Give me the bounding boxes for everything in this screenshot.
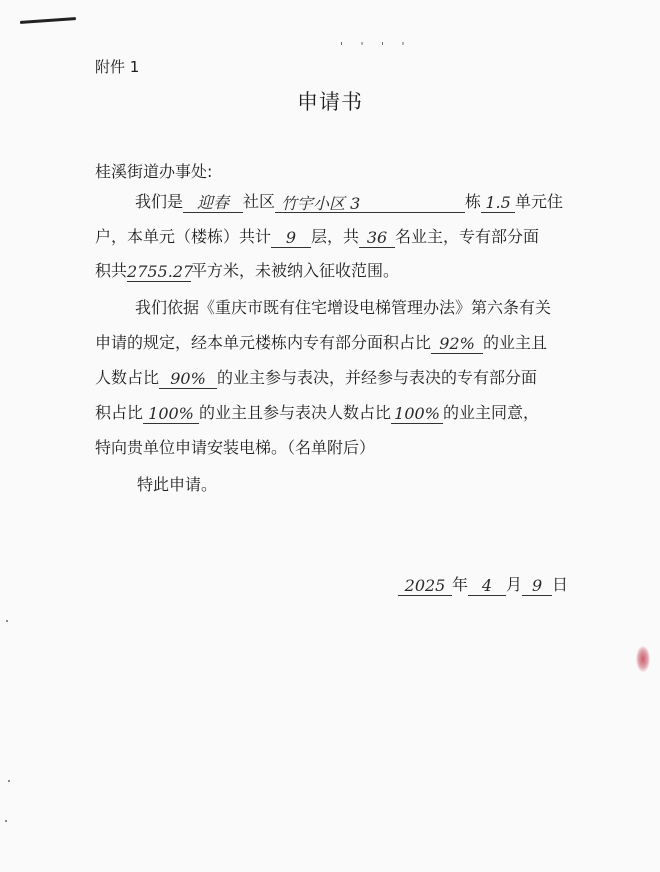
text: 的业主参与表决，并经参与表决的专有部分面 [217,368,538,387]
complex-field: 竹宇小区 3 [275,193,465,213]
red-ink-stain [636,646,650,672]
month-field: 4 [468,575,506,596]
para1-line1 [135,191,563,213]
addressee: 桂溪街道办事处: [95,162,213,181]
area-ratio-field: 92% [431,333,483,354]
day-field: 9 [522,575,552,596]
scan-speck [8,780,10,782]
scan-speck [6,620,8,622]
para2-line1: 我们依据《重庆市既有住宅增设电梯管理办法》第六条有关 [135,298,552,317]
text: 的业主且 [483,333,548,352]
unit-field: 1.5 [481,192,515,213]
community-field: 迎春 [183,192,243,213]
attachment-label: 附件 1 [95,58,140,76]
scan-mark [20,17,76,24]
text: 的业主且参与表决人数占比 [199,403,392,422]
year-field: 2025 [398,575,452,596]
text: 申请的规定，经本单元楼栋内专有部分面积占比 [95,333,432,352]
para2-line4 [95,402,539,424]
floors-field: 9 [271,227,311,248]
document-title: 申请书 [297,90,363,114]
month-label: 月 [506,575,523,594]
text: 栋 [465,192,482,211]
owners-field: 36 [359,227,395,248]
para2-line5: 特向贵单位申请安装电梯。（名单附后） [95,438,376,457]
para1-line3 [95,260,399,282]
vote-area-ratio-field: 100% [143,403,199,424]
text: 积占比 [95,403,144,422]
scan-dots: ' ' ' ' [340,40,412,53]
area-field: 2755.27 [127,262,194,281]
text: 我们是 [135,192,184,211]
text: 名业主，专有部分面 [395,227,540,246]
para1-line2 [95,226,539,248]
text: 的业主同意， [443,403,540,422]
text: 社区 [243,192,276,211]
date-line [398,574,568,596]
people-ratio-field: 90% [159,368,217,389]
vote-people-ratio-field: 100% [391,403,443,424]
scan-speck [5,820,7,822]
text: 积共 [95,261,128,280]
day-label: 日 [552,575,569,594]
year-label: 年 [452,575,469,594]
closing: 特此申请。 [137,475,218,494]
para2-line2 [95,332,547,354]
text: 层，共 [311,227,360,246]
text: 平方米，未被纳入征收范围。 [191,261,400,280]
para2-line3 [95,367,537,389]
text: 户，本单元（楼栋）共计 [95,227,272,246]
text: 单元住 [515,192,564,211]
text: 人数占比 [95,368,160,387]
